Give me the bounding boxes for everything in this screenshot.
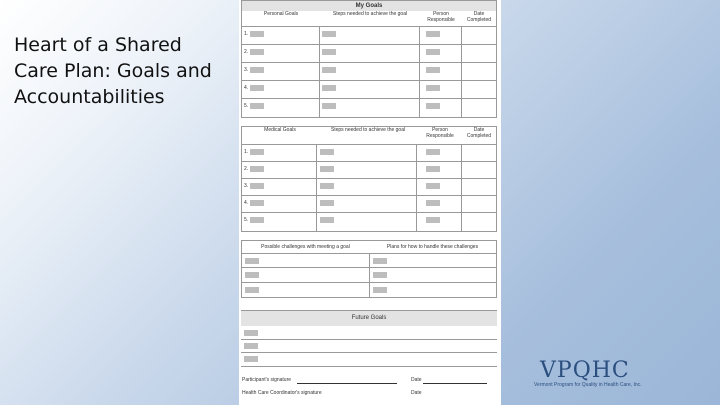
table-row: 2. <box>242 162 496 179</box>
table-row: 5. <box>242 213 496 230</box>
personal-goal-field[interactable] <box>250 85 264 91</box>
person-responsible-field[interactable] <box>426 31 440 37</box>
medical-goals-section <box>241 126 497 232</box>
medical-goal-field[interactable] <box>250 183 264 189</box>
future-goal-field[interactable] <box>244 330 258 336</box>
header-possible-challenges: Possible challenges with meeting a goal <box>261 244 350 250</box>
person-responsible-field[interactable] <box>426 217 440 223</box>
steps-field[interactable] <box>322 49 336 55</box>
table-row: 4. <box>242 196 496 213</box>
shared-care-plan-form <box>239 0 501 405</box>
my-goals-header <box>242 11 496 27</box>
header-medical-goals: Medical Goals <box>264 127 296 133</box>
table-row <box>241 340 497 353</box>
person-responsible-field[interactable] <box>426 67 440 73</box>
table-row: 1. <box>242 27 496 45</box>
participant-signature-label: Participant's signature <box>242 377 292 383</box>
steps-field[interactable] <box>320 166 334 172</box>
my-goals-title: My Goals <box>242 1 496 11</box>
table-row <box>241 326 497 340</box>
steps-field[interactable] <box>322 85 336 91</box>
plan-field[interactable] <box>373 272 387 278</box>
header-steps: Steps needed to achieve the goal <box>330 127 406 133</box>
header-date-completed: Date Completed <box>466 11 492 23</box>
future-goals-title: Future Goals <box>241 311 497 326</box>
person-responsible-field[interactable] <box>426 49 440 55</box>
personal-goal-field[interactable] <box>250 31 264 37</box>
participant-date-line[interactable] <box>423 383 487 384</box>
challenges-section <box>241 240 497 298</box>
medical-goal-field[interactable] <box>250 200 264 206</box>
personal-goal-field[interactable] <box>250 49 264 55</box>
person-responsible-field[interactable] <box>426 149 440 155</box>
header-steps: Steps needed to achieve the goal <box>332 11 408 17</box>
table-row: 5. <box>242 99 496 117</box>
table-row <box>242 268 496 283</box>
table-row <box>242 283 496 298</box>
challenge-field[interactable] <box>245 287 259 293</box>
steps-field[interactable] <box>320 149 334 155</box>
medical-goal-field[interactable] <box>250 166 264 172</box>
personal-goal-field[interactable] <box>250 103 264 109</box>
future-goals-section <box>241 310 497 367</box>
steps-field[interactable] <box>322 103 336 109</box>
steps-field[interactable] <box>320 217 334 223</box>
medical-goal-field[interactable] <box>250 217 264 223</box>
table-row: 1. <box>242 145 496 162</box>
medical-goal-field[interactable] <box>250 149 264 155</box>
steps-field[interactable] <box>320 183 334 189</box>
personal-goal-field[interactable] <box>250 67 264 73</box>
table-row: 2. <box>242 45 496 63</box>
my-goals-section <box>241 0 497 118</box>
challenges-rows <box>242 254 496 298</box>
medical-goals-header <box>242 127 496 145</box>
table-row: 3. <box>242 63 496 81</box>
header-person-responsible: Person Responsible <box>426 127 454 139</box>
plan-field[interactable] <box>373 258 387 264</box>
future-goal-field[interactable] <box>244 343 258 349</box>
challenges-header <box>242 241 496 254</box>
person-responsible-field[interactable] <box>426 183 440 189</box>
participant-signature-line[interactable] <box>297 383 397 384</box>
person-responsible-field[interactable] <box>426 85 440 91</box>
table-row: 3. <box>242 179 496 196</box>
slide-title: Heart of a Shared Care Plan: Goals and Accountabilities <box>14 34 212 108</box>
participant-date-label: Date <box>411 377 422 383</box>
person-responsible-field[interactable] <box>426 166 440 172</box>
steps-field[interactable] <box>322 31 336 37</box>
logo-subtitle: Vermont Program for Quality in Health Care, Inc. <box>534 382 642 388</box>
steps-field[interactable] <box>322 67 336 73</box>
header-personal-goals: Personal Goals <box>263 11 299 17</box>
table-row <box>241 353 497 366</box>
vpqhc-logo <box>530 358 660 392</box>
my-goals-rows <box>242 27 496 117</box>
challenge-field[interactable] <box>245 258 259 264</box>
medical-goals-rows <box>242 145 496 231</box>
person-responsible-field[interactable] <box>426 200 440 206</box>
table-row: 4. <box>242 81 496 99</box>
plan-field[interactable] <box>373 287 387 293</box>
logo-mark: VPQHC <box>540 358 630 383</box>
person-responsible-field[interactable] <box>426 103 440 109</box>
future-goal-field[interactable] <box>244 356 258 362</box>
challenge-field[interactable] <box>245 272 259 278</box>
coordinator-date-label: Date <box>411 390 422 396</box>
coordinator-signature-label: Health Care Coordinator's signature <box>242 390 322 396</box>
table-row <box>242 254 496 268</box>
header-plans: Plans for how to handle these challenges <box>386 244 479 250</box>
header-date-completed: Date Completed <box>466 127 492 139</box>
steps-field[interactable] <box>320 200 334 206</box>
header-person-responsible: Person Responsible <box>427 11 455 23</box>
